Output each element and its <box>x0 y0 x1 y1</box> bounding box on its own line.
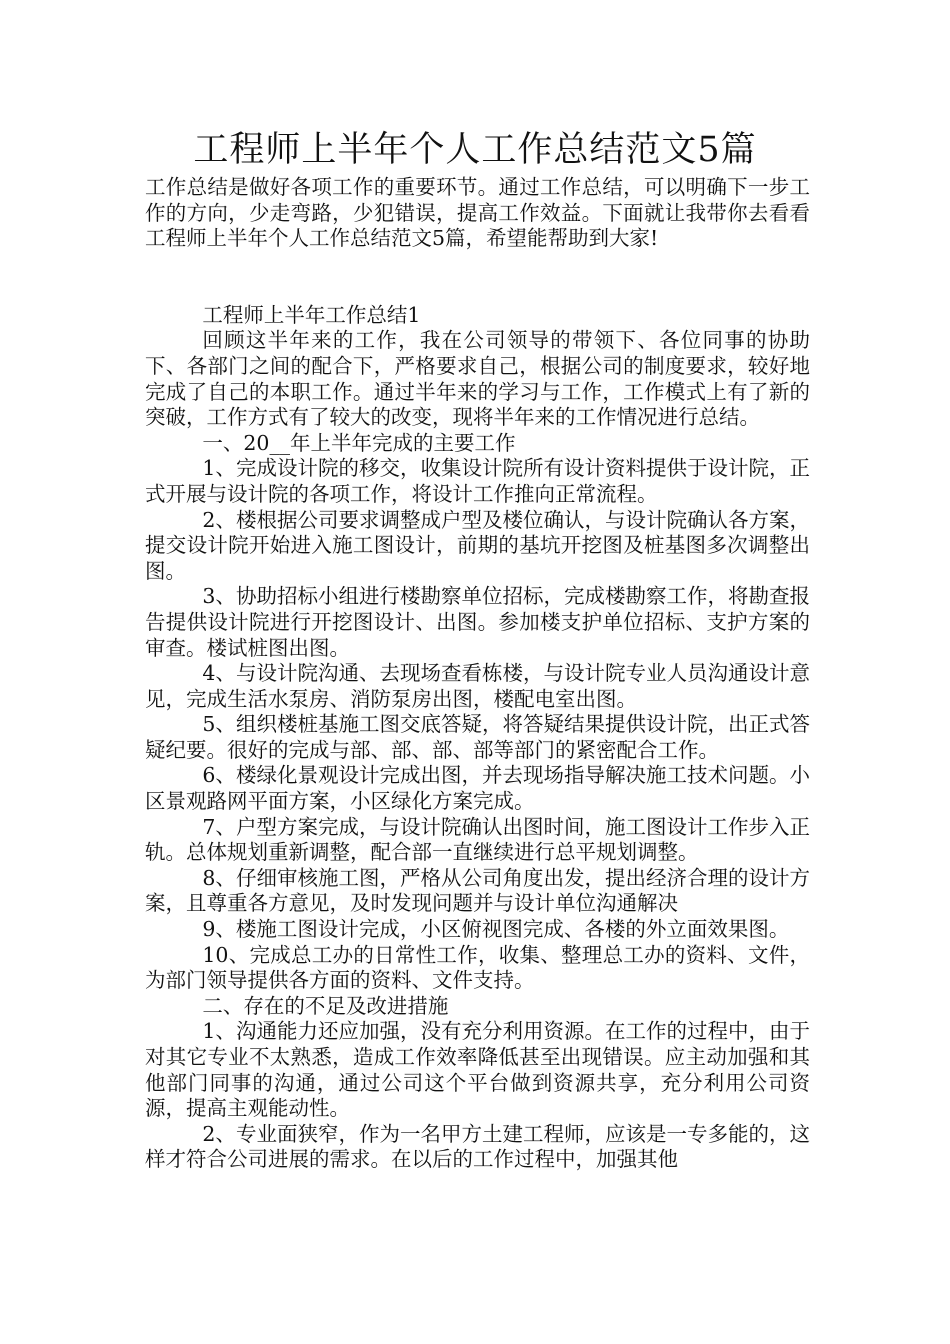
document-body <box>145 175 810 1173</box>
body-paragraph: 5、组织楼桩基施工图交底答疑，将答疑结果提供设计院，出正式答疑纪要。很好的完成与部、部、部、部等部门的紧密配合工作。 <box>145 712 810 762</box>
paragraph-spacer <box>145 252 810 303</box>
subheading-main-work: 一、20__年上半年完成的主要工作 <box>202 430 516 455</box>
body-paragraph: 1、沟通能力还应加强，没有充分利用资源。在工作的过程中，由于对其它专业不太熟悉，造成工作效率降低甚至出现错误。应主动加强和其他部门同事的沟通，通过公司这个平台做到资源共享，充分利用公司资源，提高主观能动性。 <box>145 1019 810 1121</box>
document-title: 工程师上半年个人工作总结范文5篇 <box>193 130 757 170</box>
body-paragraph: 7、户型方案完成，与设计院确认出图时间，施工图设计工作步入正轨。总体规划重新调整，配合部一直继续进行总平规划调整。 <box>145 814 810 865</box>
body-paragraph: 8、仔细审核施工图，严格从公司角度出发，提出经济合理的设计方案，且尊重各方意见，及时发现问题并与设计单位沟通解决 <box>145 865 810 916</box>
body-paragraph: 回顾这半年来的工作，我在公司领导的带领下、各位同事的协助下、各部门之间的配合下，严格要求自己，根据公司的制度要求，较好地完成了自己的本职工作。通过半年来的学习与工作，工作模式上有了新的突破，工作方式有了较大的改变，现将半年来的工作情况进行总结。 <box>145 328 810 430</box>
intro-paragraph: 工作总结是做好各项工作的重要环节。通过工作总结，可以明确下一步工作的方向，少走弯路，少犯错误，提高工作效益。下面就让我带你去看看工程师上半年个人工作总结范文5篇，希望能帮助到大家! <box>145 175 810 251</box>
body-paragraph: 9、楼施工图设计完成，小区俯视图完成、各楼的外立面效果图。 <box>202 917 790 942</box>
body-paragraph: 2、楼根据公司要求调整成户型及楼位确认，与设计院确认各方案，提交设计院开始进入施工图设计，前期的基坑开挖图及桩基图多次调整出图。 <box>145 507 810 583</box>
body-paragraph: 2、专业面狭窄，作为一名甲方土建工程师，应该是一专多能的，这样才符合公司进展的需求。在以后的工作过程中，加强其他 <box>145 1121 810 1172</box>
section-heading: 工程师上半年工作总结1 <box>202 302 421 327</box>
body-paragraph: 6、楼绿化景观设计完成出图，并去现场指导解决施工技术问题。小区景观路网平面方案，小区绿化方案完成。 <box>145 763 810 814</box>
body-paragraph: 10、完成总工办的日常性工作，收集、整理总工办的资料、文件，为部门领导提供各方面的资料、文件支持。 <box>145 942 810 993</box>
subheading-shortcomings: 二、存在的不足及改进措施 <box>202 993 449 1018</box>
body-paragraph: 1、完成设计院的移交，收集设计院所有设计资料提供于设计院，正式开展与设计院的各项工作，将设计工作推向正常流程。 <box>145 456 810 506</box>
body-paragraph: 3、协助招标小组进行楼勘察单位招标，完成楼勘察工作，将勘查报告提供设计院进行开挖图设计、出图。参加楼支护单位招标、支护方案的审查。楼试桩图出图。 <box>145 584 810 660</box>
body-paragraph: 4、与设计院沟通、去现场查看栋楼，与设计院专业人员沟通设计意见，完成生活水泵房、消防泵房出图，楼配电室出图。 <box>145 661 810 711</box>
